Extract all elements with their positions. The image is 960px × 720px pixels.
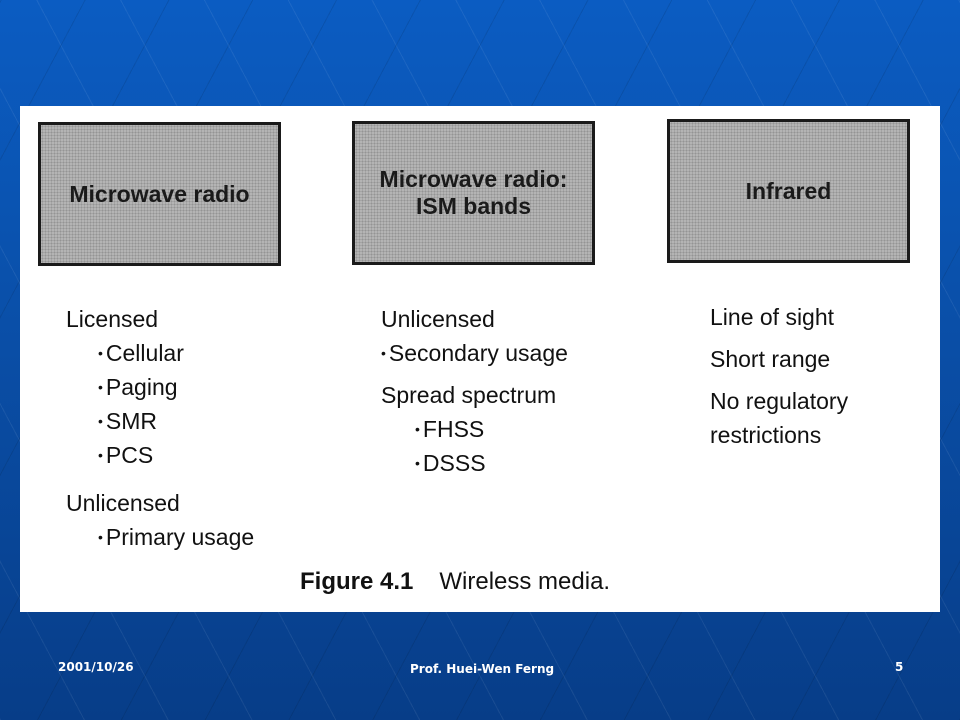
list-item — [66, 370, 254, 404]
figure-caption — [300, 568, 610, 596]
list-item-label: Cellular — [105, 340, 184, 366]
list-item — [66, 438, 254, 472]
licensed-heading: Licensed — [66, 306, 159, 332]
list-item-label: SMR — [105, 408, 158, 434]
list-item: No regulatory — [710, 388, 849, 414]
list-item: Short range — [710, 346, 831, 372]
list-item-label: DSSS — [422, 450, 486, 476]
caption-text: Wireless media. — [439, 568, 611, 595]
list-item — [66, 404, 254, 438]
bullet: • — [98, 447, 103, 463]
footer-date: 2001/10/26 — [58, 660, 134, 674]
bullet: • — [415, 455, 420, 471]
box-title — [746, 174, 832, 208]
list-item-label: Paging — [105, 374, 178, 400]
box-ism-bands — [352, 121, 595, 265]
list-item — [66, 520, 254, 554]
list-item — [381, 336, 568, 370]
bullet: • — [98, 413, 103, 429]
unlicensed-heading: Unlicensed — [66, 490, 180, 516]
page-number: 5 — [895, 660, 904, 674]
bullet: • — [415, 421, 420, 437]
box-title-line: ISM bands — [415, 193, 531, 219]
box-title-line: Microwave radio: — [379, 166, 568, 192]
spread-spectrum-heading: Spread spectrum — [381, 382, 557, 408]
box-title — [380, 166, 568, 220]
box-title-line: Microwave radio — [69, 181, 250, 207]
list-item-label: Secondary usage — [388, 340, 568, 366]
bullet: • — [98, 529, 103, 545]
infrared-column — [710, 300, 848, 452]
box-infrared — [667, 119, 910, 263]
bullet: • — [381, 345, 386, 361]
list-item-label: PCS — [105, 442, 154, 468]
list-item: Line of sight — [710, 304, 835, 330]
footer-author: Prof. Huei-Wen Ferng — [410, 662, 555, 676]
microwave-column — [66, 302, 254, 554]
unlicensed-heading: Unlicensed — [381, 306, 495, 332]
list-item — [381, 412, 568, 446]
caption-number: Figure 4.1 — [300, 568, 414, 595]
bullet: • — [98, 379, 103, 395]
list-item — [66, 336, 254, 370]
box-title — [69, 177, 249, 211]
box-title-line: Infrared — [745, 178, 832, 204]
list-item-label: Primary usage — [105, 524, 255, 550]
ism-column — [381, 302, 568, 480]
box-microwave-radio — [38, 122, 281, 266]
bullet: • — [98, 345, 103, 361]
list-item: restrictions — [710, 422, 822, 448]
list-item-label: FHSS — [422, 416, 485, 442]
list-item — [381, 446, 568, 480]
figure-image — [20, 106, 940, 612]
